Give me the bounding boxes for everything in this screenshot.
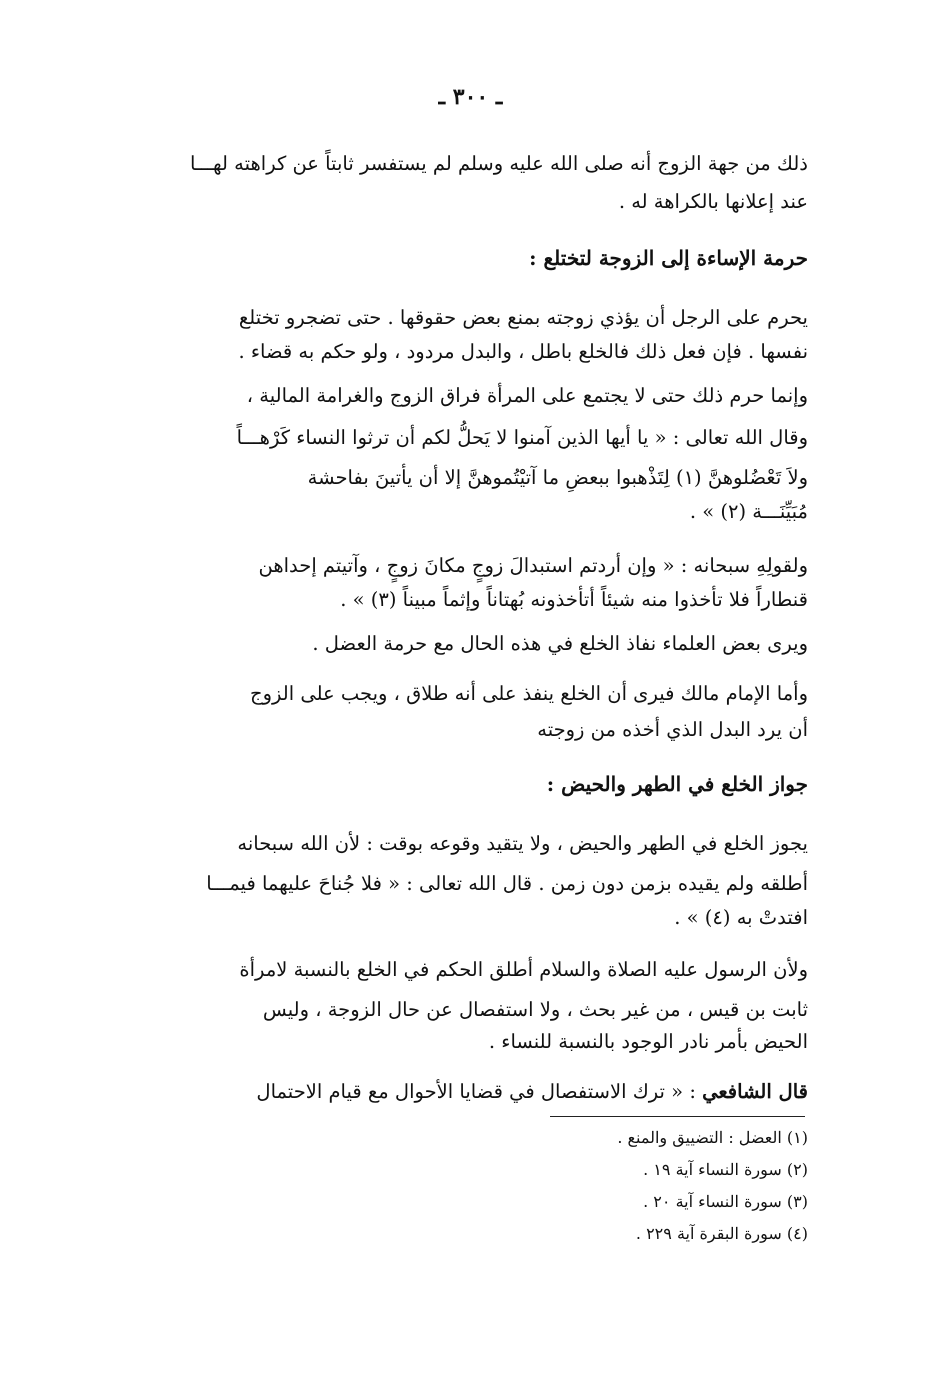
shafii-name: قال الشافعي [702, 1080, 808, 1103]
s1-p1-line-2: نفسها . فإن فعل ذلك فالخلع باطل ، والبدل مردود ، ولو حكم به قضاء . [238, 340, 808, 363]
s1-p5-line-1: وأما الإمام مالك فيرى أن الخلع ينفذ على أنه طلاق ، ويجب على الزوج [250, 682, 808, 705]
s1-p4-line-1: ويرى بعض العلماء نفاذ الخلع في هذه الحال مع حرمة العضل . [312, 632, 808, 655]
s1-p2-line-3: ولاَ تَعْضُلوهنَّ (١) لِتَذْهبوا ببعضِ ما آتيْتُموهنَّ إلا أن يأتينَ بفاحشة [307, 466, 808, 489]
s2-p3-line-1 [140, 1074, 808, 1109]
footnote-3: (٣) سورة النساء آية ٢٠ . [643, 1192, 808, 1211]
footnote-2: (٢) سورة النساء آية ١٩ . [643, 1160, 808, 1179]
section-heading-timing: جواز الخلع في الطهر والحيض : [546, 772, 808, 796]
footnote-separator [550, 1116, 805, 1117]
s1-p3-line-1: ولقولِهِ سبحانه : « وإن أردتم استبدالَ زوجٍ مكانَ زوجٍ ، وآتيتم إحداهن [258, 554, 808, 577]
shafii-quote: : « ترك الاستفصال في قضايا الأحوال مع قيام الاحتمال [256, 1080, 703, 1103]
page-number: ـ ٣٠٠ ـ [438, 84, 503, 110]
s1-p2-line-1: وإنما حرم ذلك حتى لا يجتمع على المرأة فراق الزوج والغرامة المالية ، [246, 384, 808, 407]
s1-p2-line-4: مُبَيِّنَـــة (٢) » . [689, 500, 808, 523]
s1-p5-line-2: أن يرد البدل الذي أخذه من زوجته [537, 718, 808, 741]
s2-p1-line-3: افتدتْ به (٤) » . [674, 906, 808, 929]
section-heading-harm: حرمة الإساءة إلى الزوجة لتختلع : [529, 246, 808, 270]
s2-p2-line-3: الحيض بأمر نادر الوجود بالنسبة للنساء . [488, 1030, 808, 1053]
s1-p3-line-2: قنطاراً فلا تأخذوا منه شيئاً أتأخذونه بُهتاناً وإثماً مبيناً (٣) » . [340, 588, 808, 611]
footnote-4: (٤) سورة البقرة آية ٢٢٩ . [635, 1224, 808, 1243]
s2-p2-line-1: ولأن الرسول عليه الصلاة والسلام أطلق الحكم في الخلع بالنسبة لامرأة [239, 958, 808, 981]
s1-p2-line-2: وقال الله تعالى : « يا أيها الذين آمنوا لا يَحلُّ لكم أن ترثوا النساء كَرْهـــاً [236, 426, 808, 449]
s2-p1-line-2: أطلقه ولم يقيده بزمن دون زمن . قال الله تعالى : « فلا جُناحَ عليهما فيمـــا [206, 872, 808, 895]
s1-p1-line-1: يحرم على الرجل أن يؤذي زوجته بمنع بعض حقوقها . حتى تضجرو تختلع [238, 306, 808, 329]
s2-p1-line-1: يجوز الخلع في الطهر والحيض ، ولا يتقيد وقوعه بوقت : لأن الله سبحانه [237, 832, 808, 855]
s2-p2-line-2: ثابت بن قيس ، من غير بحث ، ولا استفصال عن حال الزوجة ، وليس [262, 998, 808, 1021]
intro-line-2: عند إعلانها بالكراهة له . [618, 190, 808, 213]
intro-line-1: ذلك من جهة الزوج أنه صلى الله عليه وسلم لم يستفسر ثابتاً عن كراهته لهـــا [189, 152, 808, 175]
footnote-1: (١) العضل : التضييق والمنع . [617, 1128, 808, 1147]
